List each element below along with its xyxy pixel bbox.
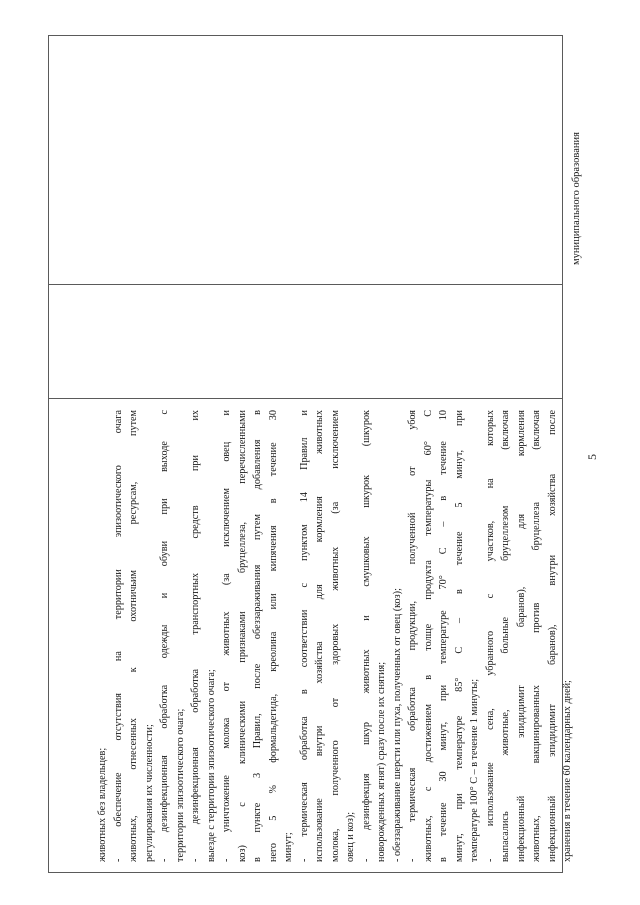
table-border-bottom: [48, 872, 563, 873]
text-line: новорожденных ягнят) сразу после их снятия;: [376, 661, 387, 862]
table-divider-2: [48, 398, 563, 399]
table-border-top: [48, 35, 563, 36]
page-number-wrap: [583, 454, 601, 460]
text-line: - уничтожение молока от животных (за исключением овец и: [221, 410, 232, 862]
text-line: овец и коз);: [345, 811, 356, 862]
document-body: [95, 410, 576, 862]
text-line: него 5 % формальдегида, креолина или кипячения в течение 30: [267, 410, 279, 862]
text-line: минут, при температуре 85° С – в течение 5 минут, при: [453, 410, 465, 862]
page-number: 5: [585, 454, 599, 460]
text-line: - обеззараживание шерсти или пуха, полученных от овец (коз);: [391, 588, 403, 862]
text-line: выпасались животные, больные бруцеллезом (включая: [500, 410, 511, 862]
text-line: - дезинфекционная обработка транспортных средств при их: [190, 410, 201, 862]
text-line: животных без владельцев;: [97, 747, 108, 862]
table-border-left: [48, 35, 49, 872]
text-line: выезде с территории эпизоотического очага;: [205, 669, 217, 862]
text-line: в течение 30 минут, при температуре 70° С – в течение 10: [438, 410, 449, 862]
text-line: в пункте 3 Правил, после обеззараживания путем добавления в: [252, 410, 263, 862]
text-lines: [95, 410, 576, 862]
text-line: использование внутри хозяйства для кормления животных: [314, 410, 325, 862]
text-line: хранения в течение 60 календарных дней;: [562, 680, 573, 862]
text-line: животных, с достижением в толще продукта температуры 60° С: [422, 410, 434, 862]
text-line: животных, вакцинированных против бруцеллеза (включая: [531, 410, 542, 862]
text-line: животных, отнесенных к охотничьим ресурсам, путем: [128, 410, 139, 862]
text-line: минут;: [283, 832, 294, 862]
text-line: инфекционный эпидидимит баранов), для кормления: [515, 410, 527, 862]
text-line: - дезинфекционная обработка одежды и обуви при выходе с: [159, 410, 170, 862]
table-divider-1: [48, 284, 563, 285]
side-label: муниципального образования: [571, 132, 582, 265]
text-line: территории эпизоотического очага;: [174, 708, 186, 862]
text-line: коз) с клиническими признаками бруцеллеза, перечисленными: [236, 410, 248, 862]
side-cell: [566, 132, 584, 265]
text-line: - обеспечение отсутствия на территории эпизоотического очага: [112, 410, 124, 862]
text-line: инфекционный эпидидимит баранов), внутри хозяйства после: [546, 410, 558, 862]
text-line: - термическая обработка продукции, полученной от убоя: [407, 410, 418, 862]
text-line: молока, полученного от здоровых животных (за исключением: [329, 410, 341, 862]
text-line: температуре 100° С – в течение 1 минуты;: [469, 678, 480, 862]
text-line: - термическая обработка в соответствии с пунктом 14 Правил и: [298, 410, 310, 862]
text-line: - использование сена, убранного с участков, на которых: [484, 410, 496, 862]
text-line: - дезинфекция шкур животных и смушковых шкурок (шкурок: [360, 410, 372, 862]
text-line: регулирования их численности;: [143, 724, 155, 862]
